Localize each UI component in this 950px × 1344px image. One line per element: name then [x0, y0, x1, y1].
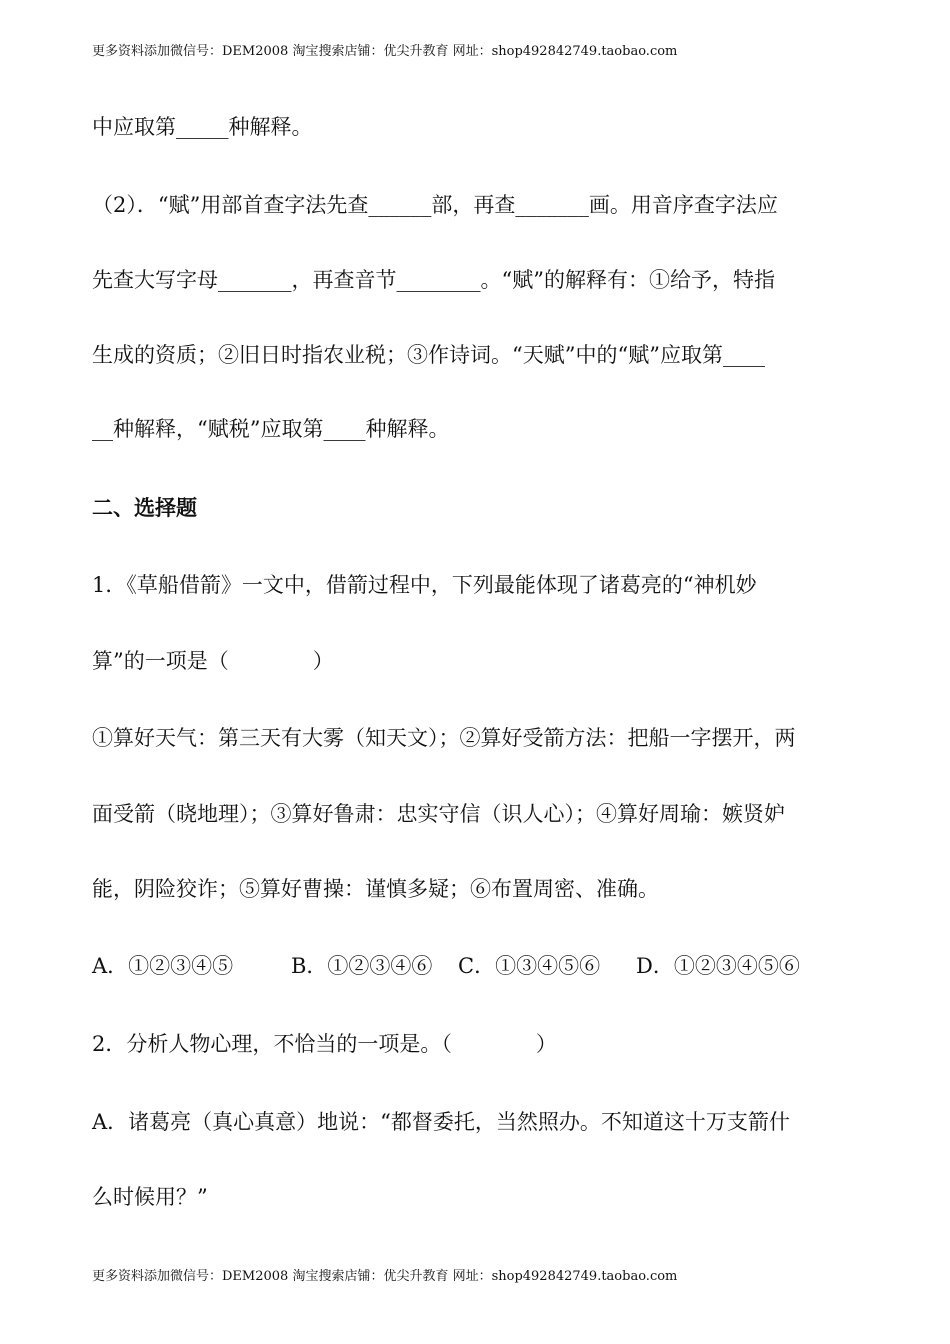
option-c: C．①③④⑤⑥	[458, 954, 601, 978]
page-header: 更多资料添加微信号：DEM2008 淘宝搜索店铺：优尖升教育 网址：shop492842749.taobao.com	[92, 44, 678, 59]
question-1-line-2: 算”的一项是（ ）	[92, 649, 334, 673]
text-line: （2）．“赋”用部首查字法先查______部，再查_______画。用音序查字法应	[92, 193, 778, 217]
question-1-line-1: 1．《草船借箭》一文中，借箭过程中，下列最能体现了诸葛亮的“神机妙	[92, 573, 757, 597]
question-2-option-a-line-1: A．诸葛亮（真心真意）地说：“都督委托，当然照办。不知道这十万支箭什	[92, 1110, 790, 1134]
question-2-option-a-line-2: 么时候用？”	[92, 1185, 208, 1209]
text-line: 先查大写字母_______，再查音节________。“赋”的解释有：①给予，特指	[92, 268, 775, 292]
text-line: 生成的资质；②旧日时指农业税；③作诗词。“天赋”中的“赋”应取第____	[92, 343, 765, 367]
option-b: B．①②③④⑥	[291, 954, 433, 978]
question-1-detail-3: 能，阴险狡诈；⑤算好曹操：谨慎多疑；⑥布置周密、准确。	[92, 877, 659, 901]
question-1-detail-1: ①算好天气：第三天有大雾（知天文）；②算好受箭方法：把船一字摆开，两	[92, 726, 796, 750]
text-line: 中应取第_____种解释。	[92, 115, 313, 139]
text-line: __种解释，“赋税”应取第____种解释。	[92, 417, 450, 441]
section-heading: 二、选择题	[92, 495, 197, 520]
page-footer: 更多资料添加微信号：DEM2008 淘宝搜索店铺：优尖升教育 网址：shop492842749.taobao.com	[92, 1269, 678, 1284]
question-2-line-1: 2．分析人物心理，不恰当的一项是。（ ）	[92, 1032, 557, 1056]
option-a: A．①②③④⑤	[92, 954, 234, 978]
option-d: D．①②③④⑤⑥	[636, 954, 800, 978]
question-1-detail-2: 面受箭（晓地理）；③算好鲁肃：忠实守信（识人心）；④算好周瑜：嫉贤妒	[92, 802, 785, 826]
question-1-options	[92, 951, 862, 981]
